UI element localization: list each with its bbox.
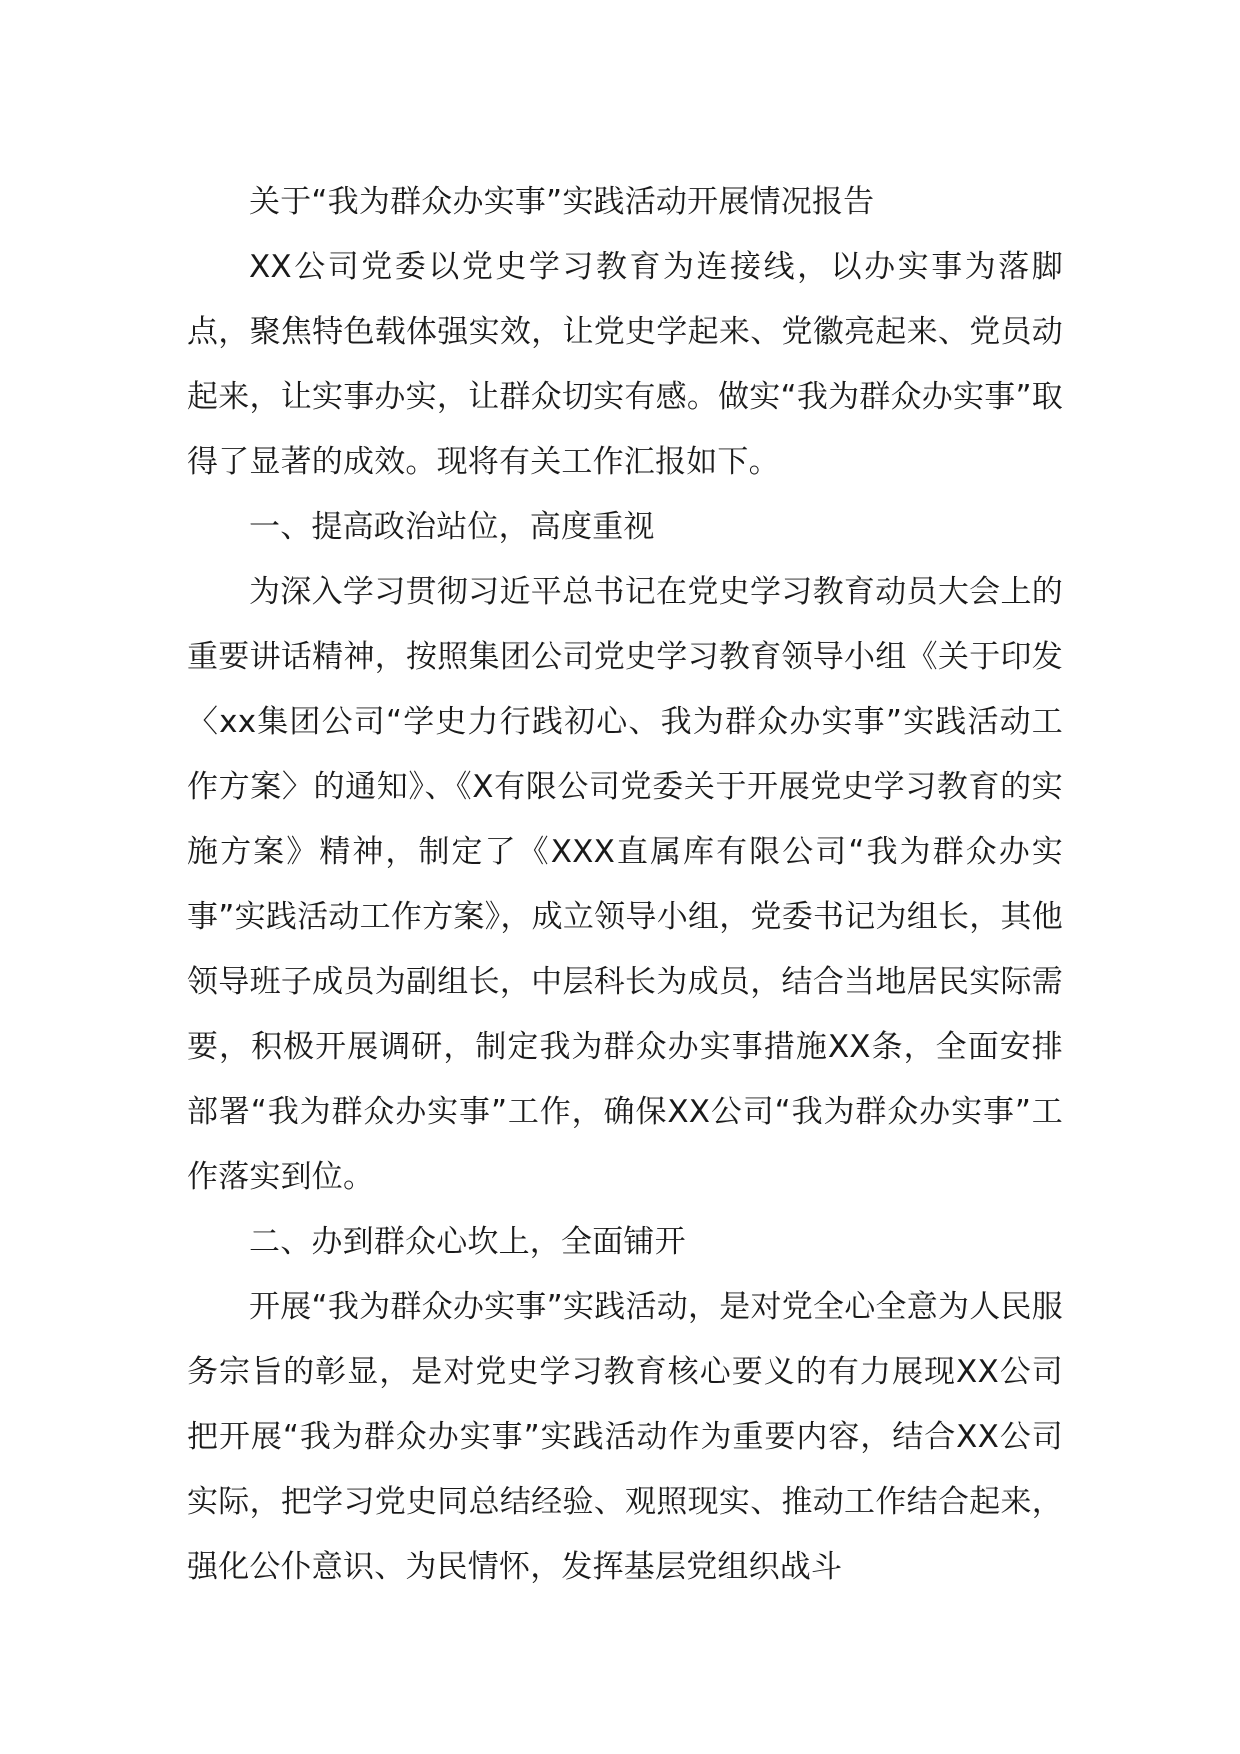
document-body (187, 170, 1063, 1600)
document-title: 关于“我为群众办实事”实践活动开展情况报告 (249, 184, 875, 220)
paragraph-section-2: 开展“我为群众办实事”实践活动，是对党全心全意为人民服务宗旨的彰显，是对党史学习教育核心要义的有力展现XX公司把开展“我为群众办实事”实践活动作为重要内容，结合XX公司实际，把学习党史同总结经验、观照现实、推动工作结合起来，强化公仆意识、为民情怀，发挥基层党组织战斗 (187, 1289, 1063, 1585)
paragraph-intro: XX公司党委以党史学习教育为连接线，以办实事为落脚点，聚焦特色载体强实效，让党史学起来、党徽亮起来、党员动起来，让实事办实，让群众切实有感。做实“我为群众办实事”取得了显著的成效。现将有关工作汇报如下。 (187, 249, 1063, 480)
section-heading-1: 一、提高政治站位，高度重视 (249, 509, 655, 545)
section-heading-2: 二、办到群众心坎上，全面铺开 (249, 1224, 686, 1260)
paragraph-section-1: 为深入学习贯彻习近平总书记在党史学习教育动员大会上的重要讲话精神，按照集团公司党史学习教育领导小组《关于印发〈xx集团公司“学史力行践初心、我为群众办实事”实践活动工作方案〉的通知》、《X有限公司党委关于开展党史学习教育的实施方案》精神，制定了《XXX直属库有限公司“我为群众办实事”实践活动工作方案》，成立领导小组，党委书记为组长，其他领导班子成员为副组长，中层科长为成员，结合当地居民实际需要，积极开展调研，制定我为群众办实事措施XX条，全面安排部署“我为群众办实事”工作，确保XX公司“我为群众办实事”工作落实到位。 (187, 574, 1063, 1195)
